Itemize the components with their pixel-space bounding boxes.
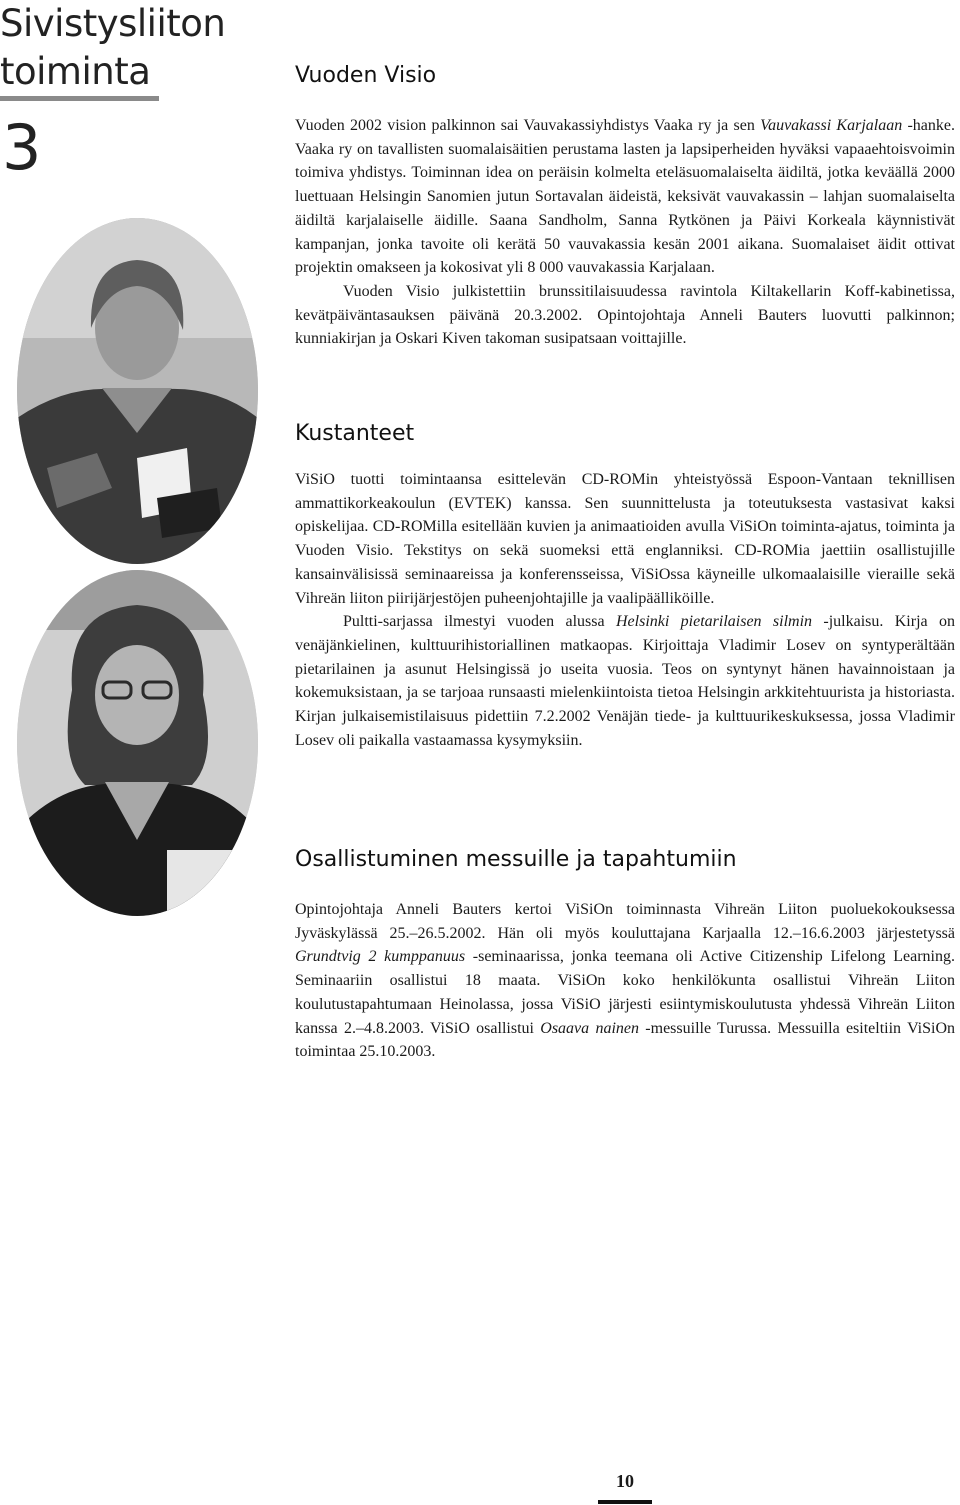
chapter-title bbox=[0, 0, 260, 96]
text-run: -messuille Turussa. Messuilla esiteltiin ViSiOn toimintaa 25.10.2003. bbox=[295, 1019, 956, 1061]
text-run: -julkaisu. Kirja on venäjänkielinen, kulttuurihistoriallinen matkaopas. Kirjoittaja Vladimir Losev on syntyperältään pietarilainen ja asunut Helsingissä jo useita vuosia. Teos on syntynyt hänen havainnoistaan ja kokemuksistaan, ja se tarjoaa runsaasti mielenkiintoista tietoa Helsingin arkkitehtuurista ja historiasta. Kirjan julkaisemistilaisuus pidettiin 7.2.2002 Venäjän tiede- ja kulttuurikeskuksessa, jossa Vladimir Losev oli paikalla vastaamassa kysymyksiin. bbox=[295, 613, 955, 749]
italic-run: Helsinki pietarilaisen silmin bbox=[615, 613, 813, 631]
paragraph: Vuoden Visio julkistettiin brunssitilaisuudessa ravintola Kiltakellarin Koff-kabinetissa, kevätpäiväntasauksen päivänä 20.3.2002. Opintojohtaja Anneli Bauters luovutti palkinnon; kunniakirjan ja Oskari Kiven takoman susipatsaan voittajille. bbox=[295, 282, 955, 348]
chapter-title-line2: toiminta bbox=[0, 50, 151, 93]
text-run: Opintojohtaja Anneli Bauters kertoi ViSiOn toiminnasta Vihreän Liiton puoluekokouksessa Jyväskylässä 25.–26.5.2002. Hän oli myös kouluttajana Karjaalla 12.–16.6.2003 järjestetyssä bbox=[295, 901, 955, 942]
section-body-vuoden-visio bbox=[295, 114, 955, 351]
section-heading-osallistuminen: Osallistuminen messuille ja tapahtumiin bbox=[295, 847, 737, 872]
italic-run: Osaava nainen bbox=[540, 1019, 639, 1037]
section-heading-vuoden-visio: Vuoden Visio bbox=[295, 63, 437, 88]
text-run: -hanke. Vaaka ry on tavallisten suomalaisäitien perustama lasten ja lapsiperheiden hyväksi vapaaehtoisvoimin toimiva yhdistys. Toiminnan idea on peräisin kolmelta eteläsuomalaiselta äidiltä, jotka keväällä 2000 luettuaan Helsingin Sanomien jutun Sortavalan äideistä, keksivät vauvakassin – lahjan suomalaiselta äidiltä karjalaiselle äidille. Saana Sandholm, Sanna Rytkönen ja Päivi Korkeala käynnistivät kampanjan, jonka tavoite oli kerätä 50 vauvakassia kesän 2001 aikana. Suomalaiset äidit ottivat projektin omakseen ja kokosivat yli 8 000 vauvakassia Karjalaan. bbox=[295, 117, 955, 277]
paragraph bbox=[295, 610, 955, 752]
text-run: Vuoden 2002 vision palkinnon sai Vauvakassiyhdistys Vaaka ry ja sen bbox=[295, 117, 761, 134]
paragraph bbox=[295, 898, 955, 1064]
section-heading-kustanteet: Kustanteet bbox=[295, 421, 415, 446]
italic-run: Vauvakassi Karjalaan bbox=[760, 117, 903, 134]
page-number-rule bbox=[598, 1500, 652, 1504]
paragraph bbox=[295, 114, 955, 280]
chapter-title-line1: Sivistysliiton bbox=[0, 2, 226, 45]
text-run: -seminaarissa, jonka teemana oli Active Citizenship Lifelong Learning. Seminaariin osallistui 18 maata. ViSiOn koko henkilökunta osallistui Vihreän Liiton koulutustapahtumaan Heinolassa, jossa ViSiO järjesti esiintymiskoulutusta yhdessä Vihreän Liiton kanssa 2.–4.8.2003. ViSiO osallistui bbox=[295, 948, 955, 1037]
section-body-kustanteet bbox=[295, 468, 955, 752]
paragraph: ViSiO tuotti toimintaansa esittelevän CD-ROMin yhteistyössä Espoon-Vantaan teknillisen ammattikorkeakoulun (EVTEK) kanssa. Sen suunnittelusta ja toteutuksesta vastasivat kaksi opiskelijaa. CD-ROMilla esitellään kuvien ja animaatioiden avulla ViSiOn toiminta-ajatus, toiminta ja Vuoden Visio. Tekstitys on sekä suomeksi että englanniksi. CD-ROMia jaettiin osallistujille kansainvälisissä seminaareissa ja konferensseissa, ViSiOssa käyneille ulkomaalaisille vieraille sekä Vihreän liiton piirijärjestöjen puheenjohtajille ja vaalipäälliköille. bbox=[295, 471, 955, 607]
title-rule bbox=[0, 96, 159, 101]
portrait-woman-dark-sweater bbox=[17, 218, 258, 564]
section-body-osallistuminen bbox=[295, 898, 955, 1064]
italic-run: Grundtvig 2 kumppanuus bbox=[295, 948, 466, 966]
chapter-number: 3 bbox=[2, 111, 42, 184]
portrait-woman-glasses bbox=[17, 570, 258, 916]
portrait-photo-bottom bbox=[17, 570, 258, 916]
text-run: Pultti-sarjassa ilmestyi vuoden alussa bbox=[343, 613, 616, 631]
page-number: 10 bbox=[616, 1471, 634, 1491]
portrait-photo-top bbox=[17, 218, 258, 564]
